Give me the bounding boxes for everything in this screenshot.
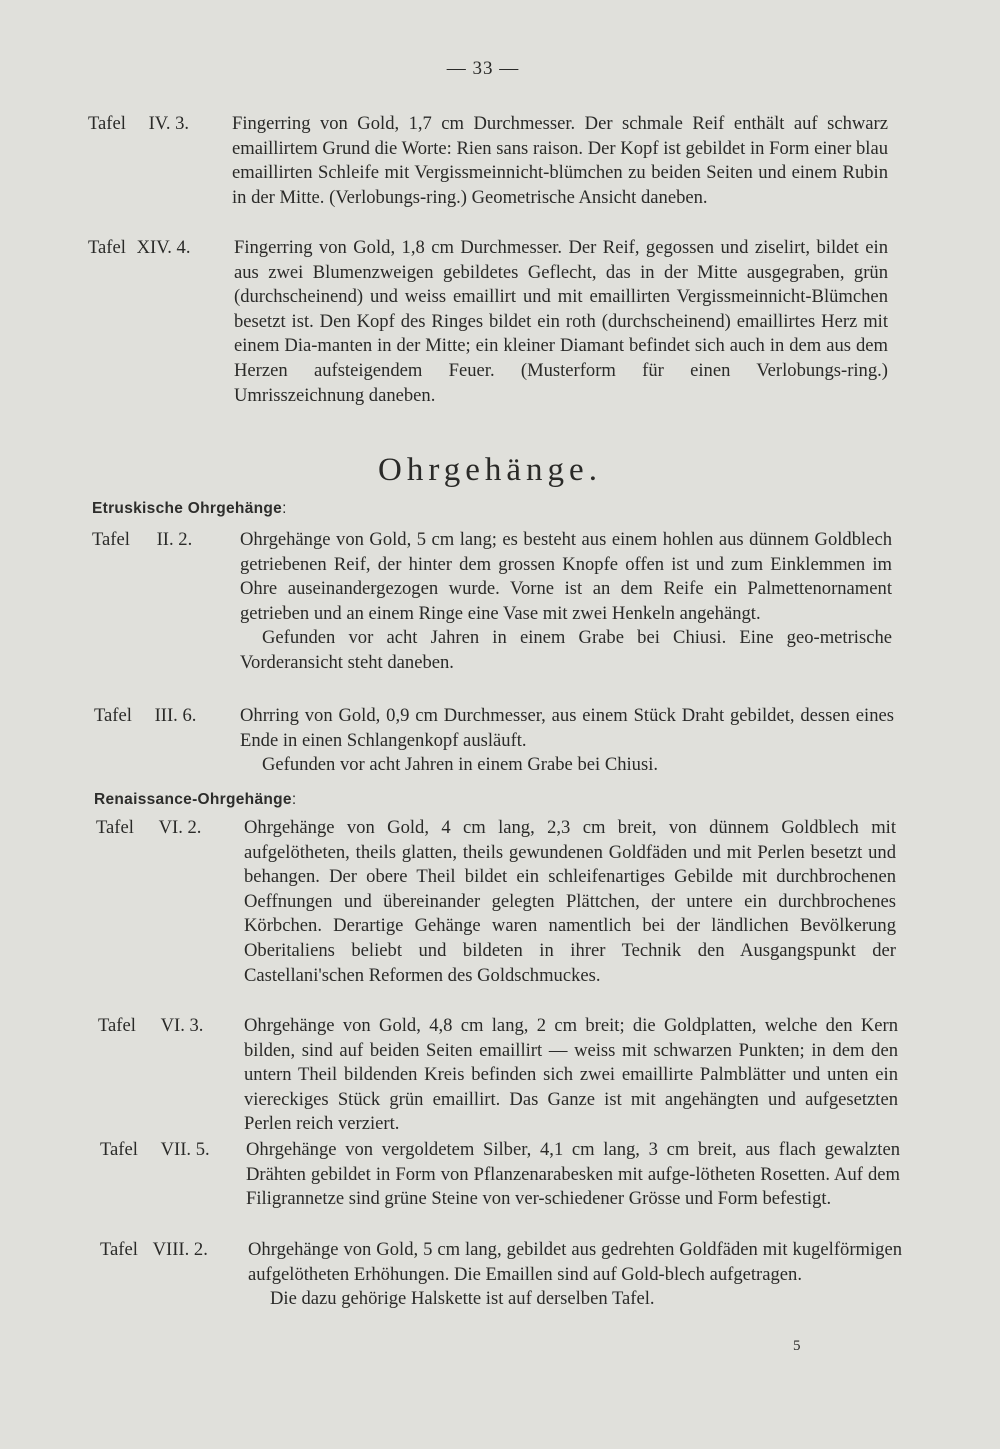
plate-number: VI. 2. — [158, 817, 202, 838]
subsection-title — [94, 791, 296, 809]
entry-description — [248, 1238, 902, 1312]
subsection-title — [92, 500, 287, 518]
entry-paragraph: Ohrgehänge von Gold, 5 cm lang; es besteht aus einem hohlen aus dünnem Goldblech getriebenen Reif, der hinter dem grossen Knopfe offen ist und zum Einklemmen im Ohre auseinandergezogen wurde. Vorne ist an dem Reife ein Palmettenornament getrieben und an einem Ringe eine Vase mit zwei Henkeln angehängt. — [240, 529, 892, 624]
plate-reference — [88, 236, 191, 261]
plate-number: VI. 3. — [160, 1015, 204, 1036]
entry-description — [232, 112, 888, 210]
plate-reference — [98, 1014, 203, 1039]
entry-description — [246, 1138, 900, 1212]
subsection-title-colon: : — [282, 500, 287, 517]
plate-number: III. 6. — [154, 705, 197, 726]
signature-mark: 5 — [793, 1338, 801, 1354]
plate-label: Tafel — [94, 705, 132, 726]
entry-paragraph: Ohrgehänge von Gold, 4,8 cm lang, 2 cm breit; die Goldplatten, welche den Kern bilden, sind auf beiden Seiten emaillirt — weiss mit schwarzen Punkten; in dem den untern Theil bildenden Kreis befinden sich zwei emaillirte Palmblätter und unten ein viereckiges Stück grün emaillirt. Das Ganze ist mit angehängten und aufgesetzten Perlen reich verziert. — [244, 1015, 898, 1135]
subsection-title-text: Renaissance-Ohrgehänge — [94, 791, 292, 808]
entry-paragraph: Gefunden vor acht Jahren in einem Grabe bei Chiusi. Eine geo-metrische Vorderansicht steht daneben. — [240, 627, 892, 673]
subsection-title-text: Etruskische Ohrgehänge — [92, 500, 283, 517]
plate-label: Tafel — [88, 113, 126, 134]
entry-paragraph: Ohrgehänge von Gold, 5 cm lang, gebildet aus gedrehten Goldfäden mit kugelförmigen aufgelötheten Erhöhungen. Die Emaillen sind auf Gold-blech aufgetragen. — [248, 1239, 902, 1285]
entry-description — [244, 816, 896, 988]
plate-reference — [96, 816, 201, 841]
plate-reference — [92, 528, 192, 553]
entry-paragraph: Ohrgehänge von Gold, 4 cm lang, 2,3 cm breit, von dünnem Goldblech mit aufgelötheten, theils glatten, theils gewundenen Goldfäden und mit Perlen besetzt und behangen. Der obere Theil bildet ein schleifenartiges Gebilde mit durchbrochenen Oeffnungen und übereinander gelegten Plättchen, der untere ein durchbrochenes Körbchen. Derartige Gehänge waren namentlich bei der ländlichen Bevölkerung Oberitaliens beliebt und bildeten in ihrer Technik den Ausgangspunkt der Castellani'schen Reformen des Goldschmuckes. — [244, 817, 896, 986]
entry-description — [240, 528, 892, 676]
plate-label: Tafel — [100, 1139, 138, 1160]
plate-label: Tafel — [98, 1015, 136, 1036]
entry-paragraph: Fingerring von Gold, 1,8 cm Durchmesser. Der Reif, gegossen und ziselirt, bildet ein aus zwei Blumenzweigen gebildetes Geflecht, das in der Mitte ausgegraben, grün (durchscheinend) und weiss emaillirt und mit emaillirten Vergissmeinnicht-Blümchen besetzt ist. Den Kopf des Ringes bildet ein roth (durchscheinend) emaillirtes Herz mit einem Dia-manten in der Mitte; ein kleiner Diamant befindet sich auch in dem aus dem Herzen aufsteigendem Feuer. (Musterform für einen Verlobungs-ring.) Umrisszeichnung daneben. — [234, 237, 888, 406]
section-heading: Ohrgehänge. — [378, 452, 602, 488]
plate-label: Tafel — [96, 817, 134, 838]
entry-paragraph: Fingerring von Gold, 1,7 cm Durchmesser. Der schmale Reif enthält auf schwarz emaillirtem Grund die Worte: Rien sans raison. Der Kopf ist gebildet in Form einer blau emaillirten Schleife mit Vergissmeinnicht-blümchen zu beiden Seiten und einem Rubin in der Mitte. (Verlobungs-ring.) Geometrische Ansicht daneben. — [232, 113, 888, 208]
plate-label: Tafel — [100, 1239, 138, 1260]
plate-number: II. 2. — [156, 529, 193, 550]
plate-reference — [100, 1238, 208, 1263]
plate-reference — [100, 1138, 210, 1163]
plate-reference — [94, 704, 196, 729]
plate-reference — [88, 112, 189, 137]
entry-paragraph: Gefunden vor acht Jahren in einem Grabe bei Chiusi. — [262, 754, 659, 776]
plate-number: VII. 5. — [160, 1139, 210, 1160]
entry-description — [244, 1014, 898, 1137]
entry-description — [234, 236, 888, 408]
plate-number: VIII. 2. — [152, 1239, 208, 1260]
page-number: — 33 — — [446, 58, 520, 79]
plate-number: IV. 3. — [148, 113, 190, 134]
entry-paragraph: Ohrgehänge von vergoldetem Silber, 4,1 cm lang, 3 cm breit, aus flach gewalzten Drähten gebildet in Form von Pflanzenarabesken mit aufge-lötheten Rosetten. Auf dem Filigrannetze sind grüne Steine von ver-schiedener Grösse und Form befestigt. — [246, 1139, 900, 1210]
entry-paragraph: Die dazu gehörige Halskette ist auf derselben Tafel. — [270, 1288, 655, 1310]
subsection-title-colon: : — [291, 791, 297, 808]
plate-number: XIV. 4. — [136, 237, 191, 258]
entry-description — [240, 704, 894, 778]
plate-label: Tafel — [92, 529, 130, 550]
entry-paragraph: Ohrring von Gold, 0,9 cm Durchmesser, aus einem Stück Draht gebildet, dessen eines Ende in einen Schlangenkopf ausläuft. — [240, 705, 894, 751]
plate-label: Tafel — [88, 237, 126, 258]
